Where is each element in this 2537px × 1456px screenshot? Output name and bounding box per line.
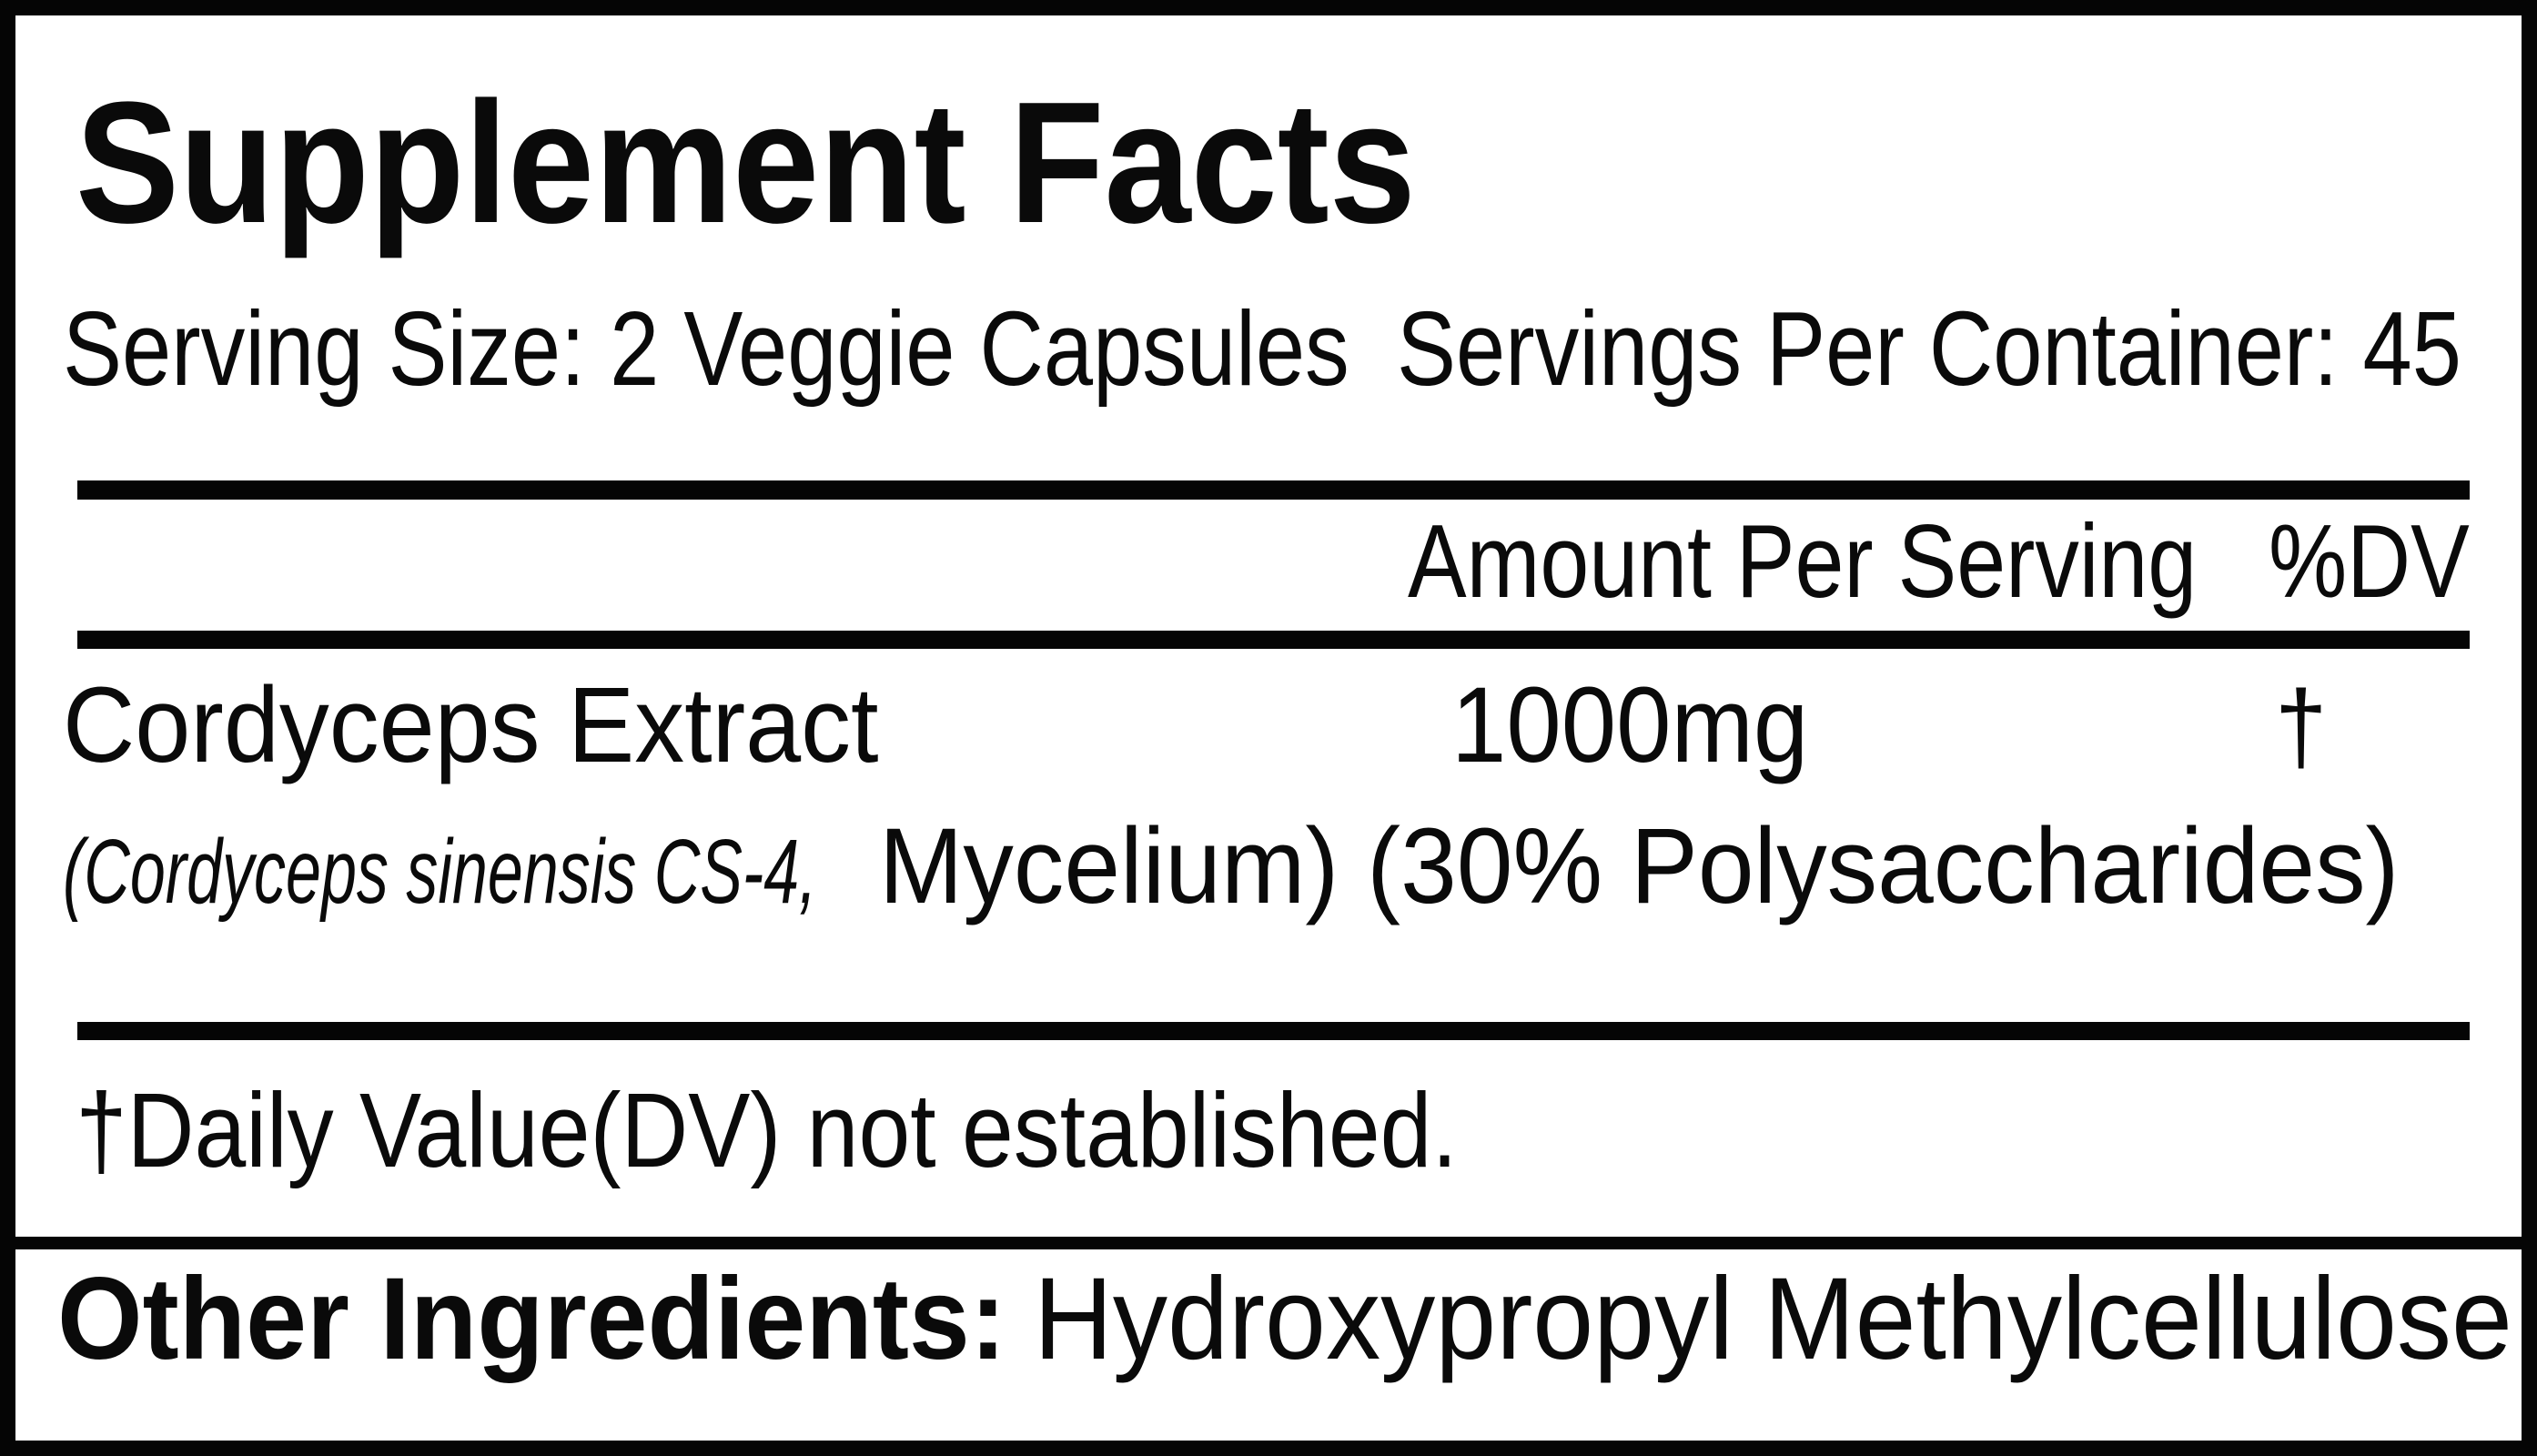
- ingredient-name: Cordyceps Extract: [63, 664, 879, 785]
- servings-per-container-text: Servings Per Container: 45: [1396, 289, 2461, 408]
- facts-panel: [15, 15, 2522, 1237]
- serving-size-text: Serving Size: 2 Veggie Capsules: [63, 289, 1349, 408]
- percent-dv-header-col: [2260, 505, 2470, 619]
- facts-title-text: Supplement Facts: [76, 66, 1416, 259]
- ingredient-row: [63, 662, 2470, 791]
- ingredient-amount-col: [1064, 662, 2197, 791]
- section-divider: [15, 1237, 2522, 1249]
- other-ingredients-section: [15, 1249, 2522, 1441]
- other-ingredients-label: Other Ingredients:: [57, 1254, 1006, 1384]
- ingredient-detail: Mycelium) (30% Polysaccharides): [879, 806, 2400, 927]
- ingredient-amount: 1000mg: [1451, 664, 1809, 785]
- footnote-text: †Daily Value(DV) not established.: [76, 1070, 1458, 1189]
- other-ingredients-value: Hydroxypropyl Methylcellulose: [1033, 1254, 2512, 1384]
- ingredient-latin-name: (Cordyceps sinensis CS-4,: [63, 821, 817, 924]
- column-header-row: [77, 505, 2470, 619]
- ingredient-detail-row: [63, 803, 2470, 932]
- percent-dv-header: %DV: [2269, 504, 2471, 621]
- thick-rule-header: [77, 631, 2470, 649]
- ingredient-dv-col: [2197, 666, 2470, 788]
- footnote-row: [76, 1067, 2478, 1194]
- serving-info-row: [63, 286, 2481, 412]
- ingredient-dv-symbol: †: [2275, 669, 2328, 784]
- ingredient-name-col: [63, 662, 1064, 791]
- facts-title: [76, 68, 2478, 258]
- thick-rule-top: [77, 480, 2470, 500]
- thick-rule-bottom: [77, 1022, 2470, 1040]
- amount-per-serving-header: Amount Per Serving: [1407, 504, 2197, 621]
